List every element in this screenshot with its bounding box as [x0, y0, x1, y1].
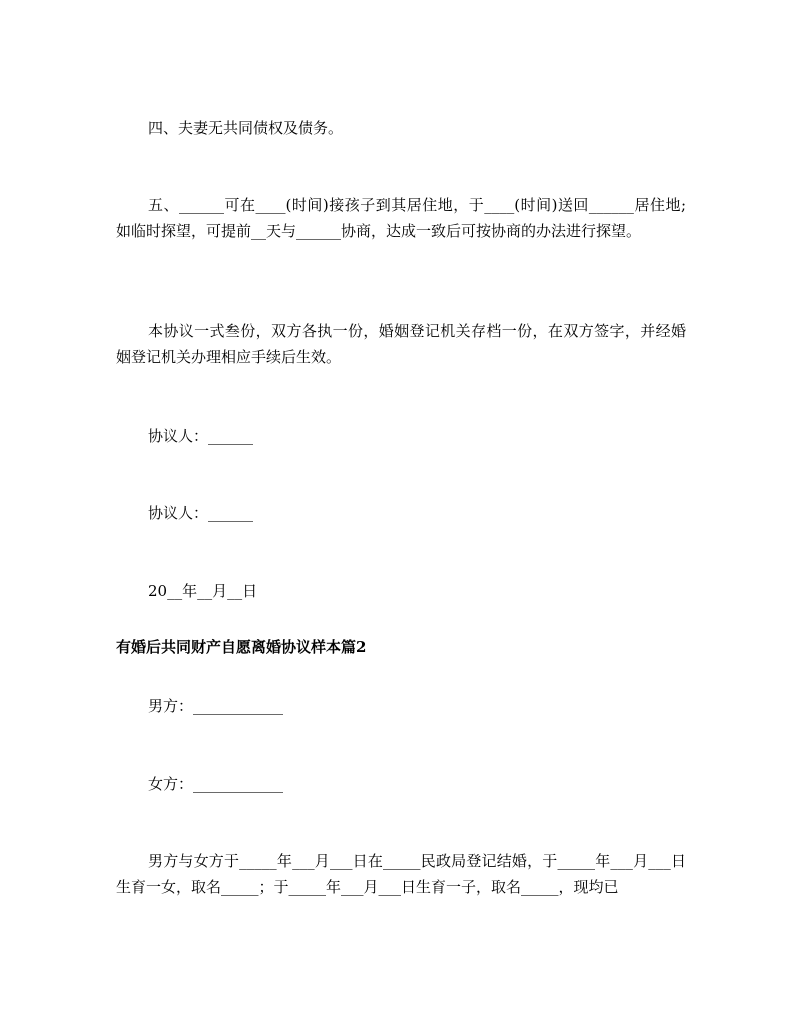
date-line: 20__年__月__日	[148, 582, 258, 600]
copies-clause-paragraph: 本协议一式叁份，双方各执一份，婚姻登记机关存档一份，在双方签字，并经婚姻登记机关办理相应手续后生效。	[116, 322, 686, 366]
clause-four-paragraph: 四、夫妻无共同债权及债务。	[148, 119, 344, 137]
male-party-line: 男方：____________	[148, 697, 284, 715]
marriage-info-paragraph: 男方与女方于_____年___月___日在_____民政局登记结婚，于_____年___月___日生育一女，取名_____；于_____年___月___日生育一子，取名_____，现均已	[116, 852, 686, 896]
clause-five-paragraph: 五、______可在____(时间)接孩子到其居住地，于____(时间)送回______居住地;如临时探望，可提前__天与______协商，达成一致后可按协商的办法进行探望。	[116, 196, 686, 240]
female-party-line: 女方：____________	[148, 775, 284, 793]
signer-line-2: 协议人：______	[148, 504, 254, 522]
section-heading: 有婚后共同财产自愿离婚协议样本篇2	[116, 638, 367, 656]
signer-line-1: 协议人：______	[148, 427, 254, 445]
